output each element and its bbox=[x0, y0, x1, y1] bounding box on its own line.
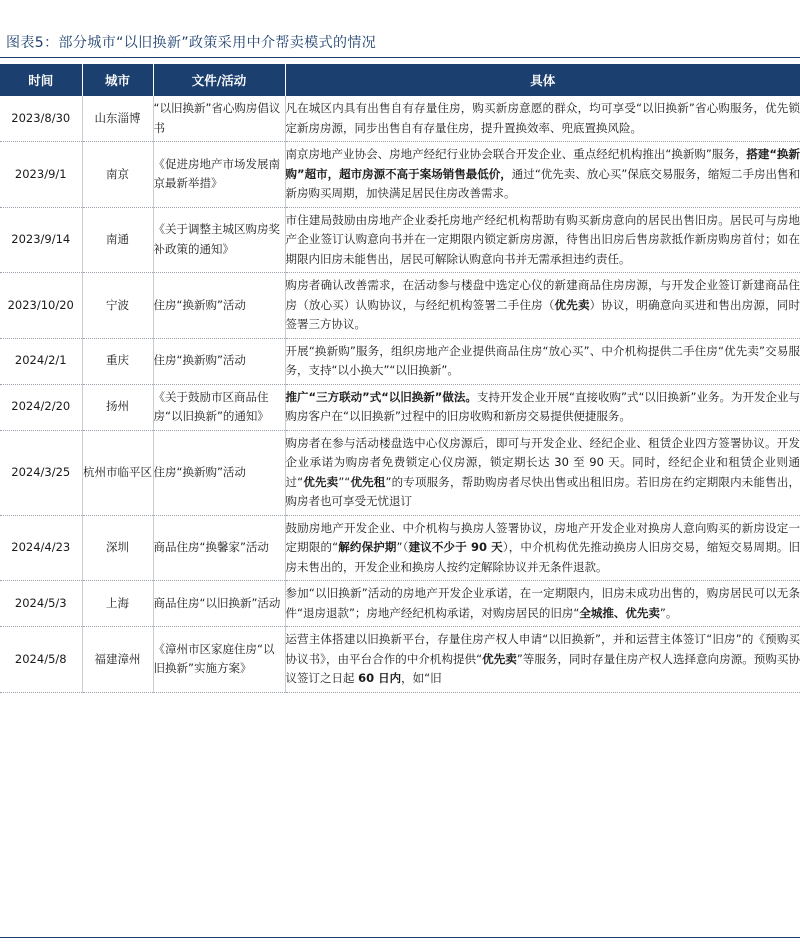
table-row bbox=[0, 627, 800, 693]
row-detail bbox=[285, 273, 800, 339]
detail-text: 鼓励房地产开发企业、中介机构与换房人签署协议，房地产开发企业对换房人意向购买的新房设定一定期限的“ bbox=[285, 520, 800, 554]
row-date: 2023/10/20 bbox=[0, 273, 82, 339]
row-document: 商品住房“以旧换新”活动 bbox=[153, 581, 285, 627]
figure-title-bar bbox=[0, 28, 800, 58]
detail-emphasis: 优先卖 bbox=[554, 297, 590, 312]
row-document: 商品住房“换馨家”活动 bbox=[153, 515, 285, 581]
detail-text: ”的专项服务，帮助购房者尽快出售或出租旧房。若旧房在约定期限内未能售出，购房者也可享受无忧退订 bbox=[285, 474, 800, 508]
row-detail bbox=[285, 627, 800, 693]
detail-emphasis: 优先卖 bbox=[303, 474, 339, 489]
row-city: 扬州 bbox=[82, 384, 153, 430]
row-city: 杭州市临平区 bbox=[82, 430, 153, 515]
row-document: 《关于鼓励市区商品住房“以旧换新”的通知》 bbox=[153, 384, 285, 430]
row-document: 《关于调整主城区购房奖补政策的通知》 bbox=[153, 207, 285, 273]
detail-text: ”等服务，同时存量住房产权人选择意向房源。预购买协议签订之日起 bbox=[285, 651, 800, 685]
detail-text: 市住建局鼓励由房地产企业委托房地产经纪机构帮助有购买新房意向的居民出售旧房。居民可与房地产企业签订认购意向书并在一定期限内锁定新房房源，待售出旧房后售房款抵作新房购房首付；如在期限内旧房未能售出，居民可解除认购意向书并无需承担违约责任。 bbox=[285, 212, 800, 266]
row-document: 《促进房地产市场发展南京最新举措》 bbox=[153, 142, 285, 208]
table-row bbox=[0, 96, 800, 142]
row-detail bbox=[285, 207, 800, 273]
detail-text: ”。 bbox=[659, 605, 678, 620]
header-time: 时间 bbox=[0, 64, 82, 96]
row-detail bbox=[285, 384, 800, 430]
detail-emphasis: 解约保护期 bbox=[338, 540, 397, 554]
row-date: 2023/8/30 bbox=[0, 96, 82, 142]
row-date: 2024/5/8 bbox=[0, 627, 82, 693]
header-city: 城市 bbox=[82, 64, 153, 96]
figure-title: 图表5：部分城市“以旧换新”政策采用中介帮卖模式的情况 bbox=[6, 35, 377, 51]
row-date: 2023/9/1 bbox=[0, 142, 82, 208]
table-body bbox=[0, 96, 800, 692]
detail-text: ）协议，明确意向买进和售出房源，同时签署三方协议。 bbox=[285, 297, 800, 331]
row-detail bbox=[285, 515, 800, 581]
row-date: 2024/4/23 bbox=[0, 515, 82, 581]
row-date: 2024/2/1 bbox=[0, 338, 82, 384]
row-city: 福建漳州 bbox=[82, 627, 153, 693]
detail-text: 南京房地产业协会、房地产经纪行业协会联合开发企业、重点经纪机构推出“换新购”服务， bbox=[285, 147, 747, 161]
detail-text: 运营主体搭建以旧换新平台，存量住房产权人申请“以旧换新”，并和运营主体签订“旧房”的《预购买协议书》，由平台合作的中介机构提供“ bbox=[285, 632, 800, 666]
row-document: 住房“换新购”活动 bbox=[153, 430, 285, 515]
table-row bbox=[0, 142, 800, 208]
header-detail: 具体 bbox=[285, 64, 800, 96]
detail-emphasis: 推广“三方联动”式“以旧换新”做法。 bbox=[285, 389, 477, 404]
detail-text: ，如“旧 bbox=[401, 671, 442, 685]
row-city: 深圳 bbox=[82, 515, 153, 581]
detail-text: ”（ bbox=[396, 540, 409, 554]
row-document: 住房“换新购”活动 bbox=[153, 273, 285, 339]
detail-text: 通过“优先卖、放心买”保底交易服务，缩短二手房出售和新房购买周期，加快满足居民住房改善需求。 bbox=[285, 166, 800, 200]
row-city: 山东淄博 bbox=[82, 96, 153, 142]
row-date: 2024/5/3 bbox=[0, 581, 82, 627]
table-row bbox=[0, 338, 800, 384]
row-detail bbox=[285, 581, 800, 627]
bottom-rule bbox=[0, 937, 800, 938]
table-row bbox=[0, 430, 800, 515]
detail-emphasis: 60 日内 bbox=[358, 671, 402, 685]
detail-emphasis: 搭建“换新购”超市，超市房源不高于案场销售最低价， bbox=[285, 147, 800, 181]
detail-text: 参加“以旧换新”活动的房地产开发企业承诺，在一定期限内，旧房未成功出售的，购房居民可以无条件“退房退款”；房地产经纪机构承诺，对购房居民的旧房“ bbox=[285, 586, 800, 620]
table-header-row bbox=[0, 64, 800, 96]
row-date: 2024/3/25 bbox=[0, 430, 82, 515]
row-city: 重庆 bbox=[82, 338, 153, 384]
row-date: 2024/2/20 bbox=[0, 384, 82, 430]
detail-text: 购房者在参与活动楼盘选中心仪房源后，即可与开发企业、经纪企业、租赁企业四方签署协议。开发企业承诺为购房者免费锁定心仪房源，锁定期长达 30 至 90 天。同时，经纪企业和租赁企业则通过“ bbox=[285, 435, 800, 489]
detail-text: 开展“换新购”服务，组织房地产企业提供商品住房“放心买”、中介机构提供二手住房“优先卖”交易服务，支持“以小换大”“以旧换新”。 bbox=[285, 343, 800, 377]
row-document: 《漳州市区家庭住房“以旧换新”实施方案》 bbox=[153, 627, 285, 693]
table-row bbox=[0, 207, 800, 273]
detail-emphasis: 优先卖 bbox=[482, 651, 517, 666]
detail-text: 支持开发企业开展“直接收购”式“以旧换新”业务。为开发企业与购房客户在“以旧换新”过程中的旧房收购和新房交易提供便捷服务。 bbox=[285, 389, 800, 423]
row-city: 上海 bbox=[82, 581, 153, 627]
row-document: “以旧换新”省心购房倡议书 bbox=[153, 96, 285, 142]
row-detail bbox=[285, 142, 800, 208]
row-document: 住房“换新购”活动 bbox=[153, 338, 285, 384]
table-row bbox=[0, 515, 800, 581]
detail-text: 凡在城区内具有出售自有存量住房，购买新房意愿的群众，均可享受“以旧换新”省心购服务，优先锁定新房房源，同步出售自有存量住房，提升置换效率、兜底置换风险。 bbox=[285, 101, 800, 135]
detail-emphasis: 全城推、优先卖 bbox=[579, 605, 660, 620]
row-date: 2023/9/14 bbox=[0, 207, 82, 273]
detail-emphasis: 建议不少于 90 天 bbox=[408, 540, 503, 554]
table-row bbox=[0, 273, 800, 339]
row-detail bbox=[285, 430, 800, 515]
header-doc: 文件/活动 bbox=[153, 64, 285, 96]
table-row bbox=[0, 581, 800, 627]
table-row bbox=[0, 384, 800, 430]
row-detail bbox=[285, 338, 800, 384]
row-detail bbox=[285, 96, 800, 142]
row-city: 南通 bbox=[82, 207, 153, 273]
detail-text: ”“ bbox=[338, 474, 351, 489]
row-city: 南京 bbox=[82, 142, 153, 208]
detail-emphasis: 优先租 bbox=[350, 474, 386, 489]
detail-text: ），中介机构优先推动换房人旧房交易，缩短交易周期。旧房未售出的，开发企业和换房人按约定解除协议并无条件退款。 bbox=[285, 540, 800, 574]
row-city: 宁波 bbox=[82, 273, 153, 339]
policy-table bbox=[0, 64, 800, 693]
detail-text: 购房者确认改善需求，在活动参与楼盘中选定心仪的新建商品住房房源，与开发企业签订新建商品住房（放心买）认购协议，与经纪机构签署二手住房（ bbox=[285, 278, 800, 312]
